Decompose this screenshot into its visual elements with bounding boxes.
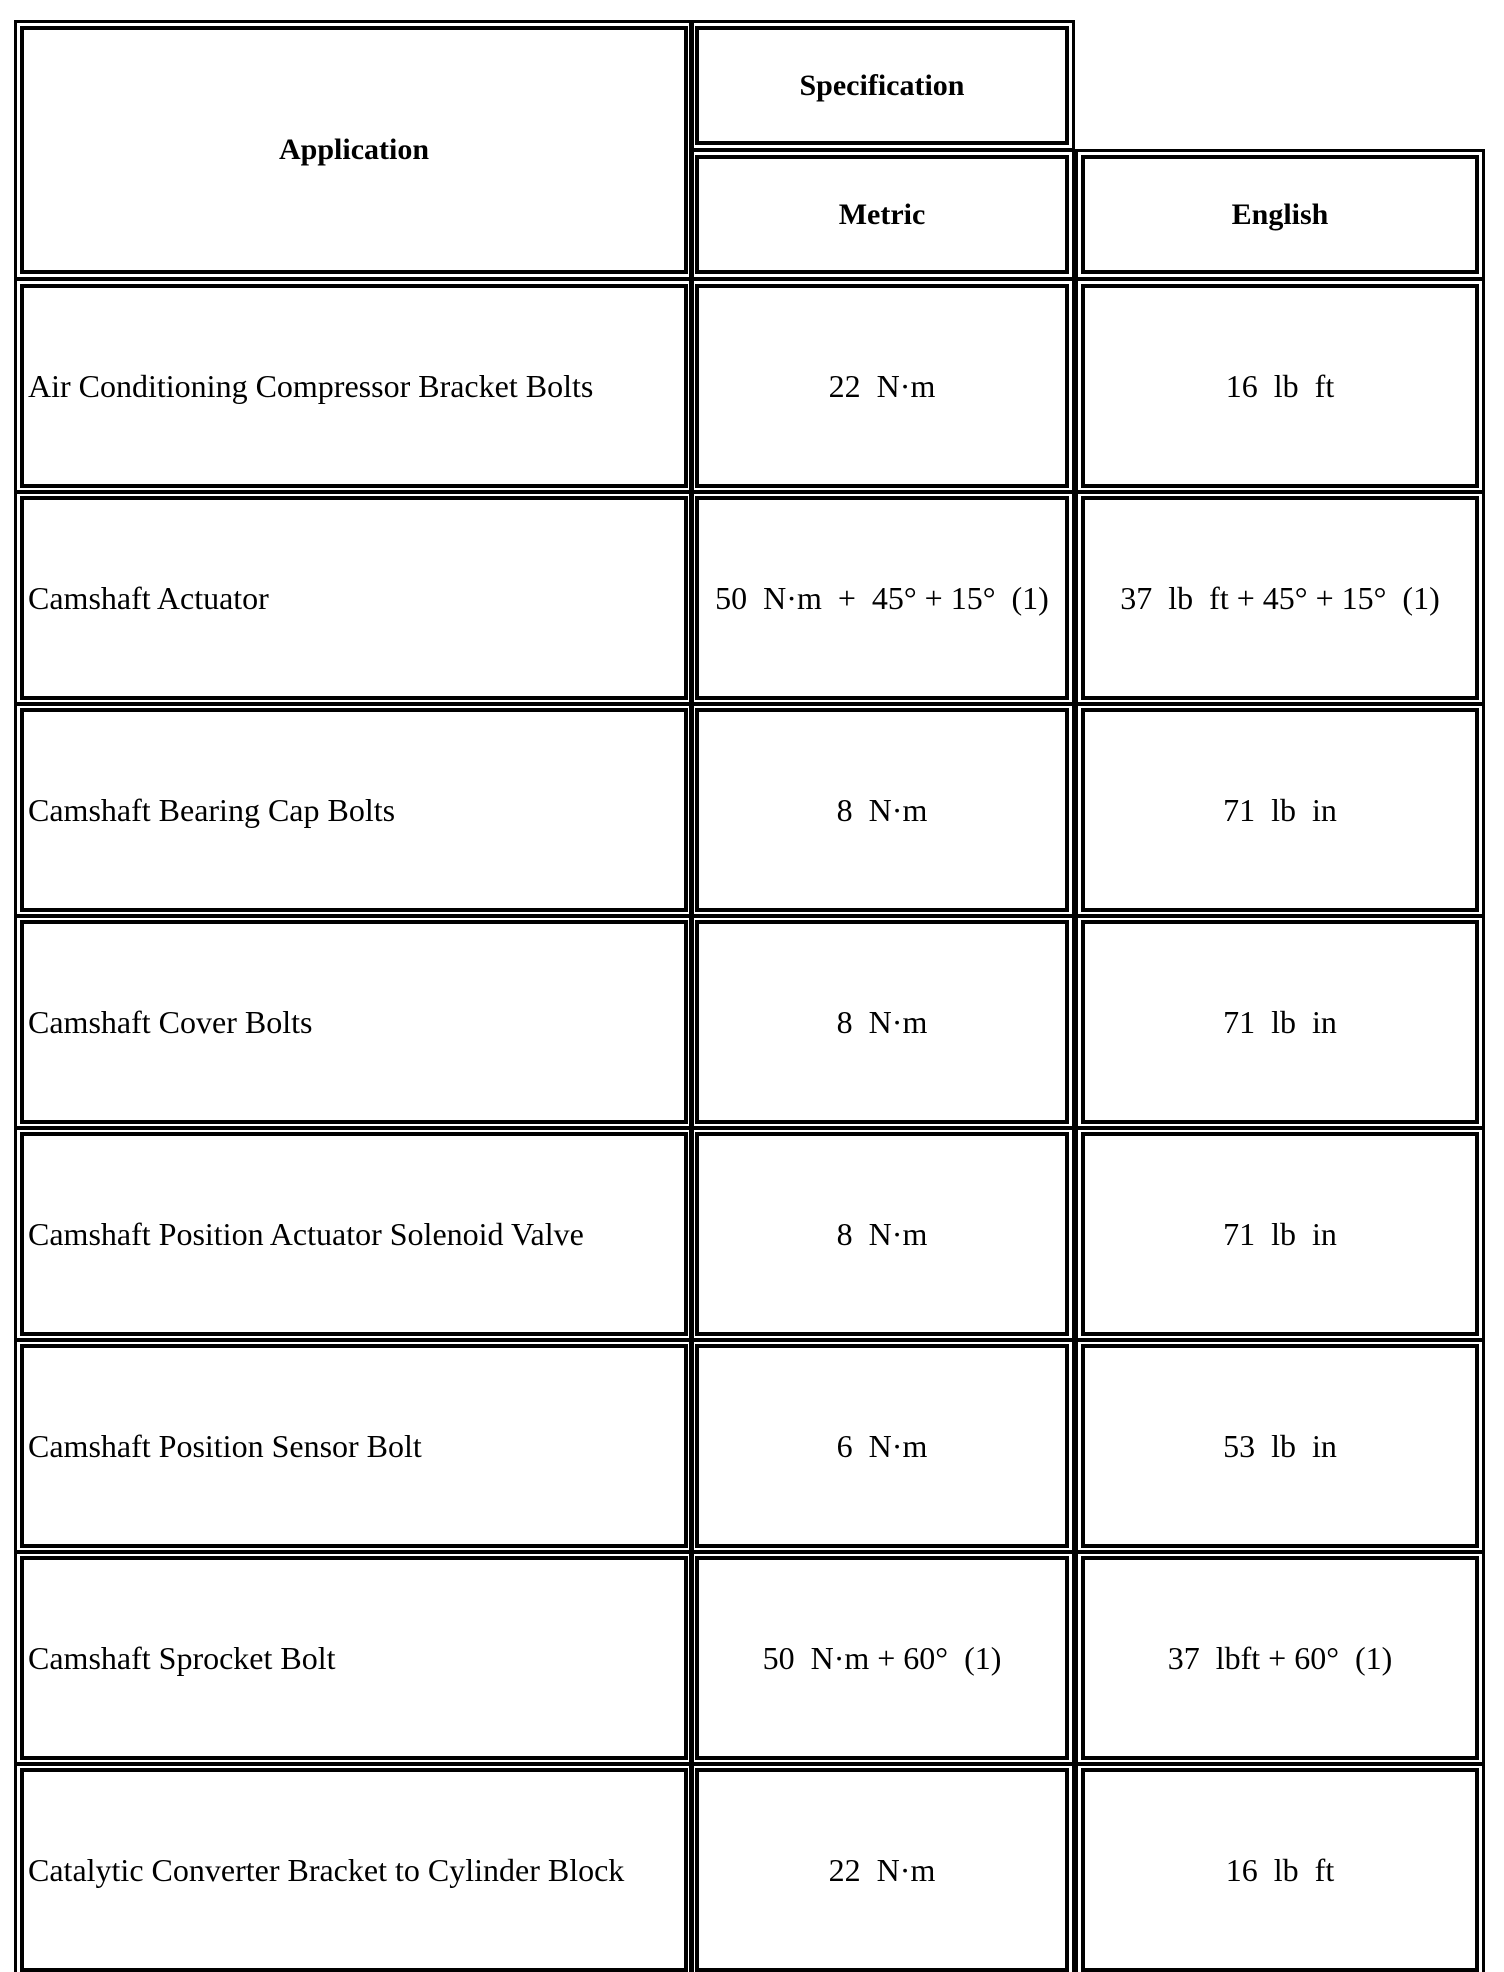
- row-0-english: [1081, 284, 1479, 488]
- row-2-english: [1081, 708, 1479, 912]
- row-2-metric: [695, 708, 1069, 912]
- row-4-metric: [695, 1132, 1069, 1336]
- row-5-english-text: 53 lb in: [1223, 1427, 1337, 1464]
- row-7-metric-text: 22 N·m: [828, 1851, 936, 1888]
- header-application-label: Application: [278, 133, 430, 166]
- row-2-metric-text: 8 N·m: [836, 791, 928, 828]
- row-5-metric: [695, 1344, 1069, 1548]
- row-6-metric: [695, 1556, 1069, 1760]
- row-1-english: [1081, 496, 1479, 700]
- row-5-application-text: Camshaft Position Sensor Bolt: [28, 1427, 422, 1464]
- row-3-application: [20, 920, 688, 1124]
- row-7-english: [1081, 1768, 1479, 1972]
- row-4-metric-text: 8 N·m: [836, 1215, 928, 1252]
- header-metric-label: Metric: [838, 197, 926, 231]
- row-7-application-text: Catalytic Converter Bracket to Cylinder Block: [28, 1851, 625, 1888]
- row-2-application-text: Camshaft Bearing Cap Bolts: [28, 791, 396, 828]
- header-application: [20, 26, 688, 274]
- header-metric: [695, 155, 1069, 274]
- row-1-english-text: 37 lb ft + 45° + 15° (1): [1120, 579, 1440, 616]
- row-5-metric-text: 6 N·m: [836, 1427, 928, 1464]
- row-5-application: [20, 1344, 688, 1548]
- row-3-english-text: 71 lb in: [1223, 1003, 1337, 1040]
- row-1-application-text: Camshaft Actuator: [28, 579, 269, 616]
- row-3-english: [1081, 920, 1479, 1124]
- row-4-application: [20, 1132, 688, 1336]
- row-1-metric-text: 50 N·m + 45° + 15° (1): [715, 579, 1049, 616]
- row-6-english-text: 37 lbft + 60° (1): [1167, 1639, 1393, 1676]
- row-7-metric: [695, 1768, 1069, 1972]
- row-6-metric-text: 50 N·m + 60° (1): [762, 1639, 1002, 1676]
- row-6-application-text: Camshaft Sprocket Bolt: [28, 1639, 336, 1676]
- row-0-metric-text: 22 N·m: [828, 367, 936, 404]
- header-english-label: English: [1231, 197, 1329, 231]
- row-2-english-text: 71 lb in: [1223, 791, 1337, 828]
- header-specification: [695, 26, 1069, 145]
- row-5-english: [1081, 1344, 1479, 1548]
- row-3-application-text: Camshaft Cover Bolts: [28, 1003, 313, 1040]
- row-4-english-text: 71 lb in: [1223, 1215, 1337, 1252]
- row-1-application: [20, 496, 688, 700]
- row-4-application-text: Camshaft Position Actuator Solenoid Valve: [28, 1215, 584, 1252]
- row-6-application: [20, 1556, 688, 1760]
- row-2-application: [20, 708, 688, 912]
- row-0-application-text: Air Conditioning Compressor Bracket Bolts: [28, 367, 594, 404]
- header-specification-label: Specification: [799, 68, 965, 102]
- row-1-metric: [695, 496, 1069, 700]
- row-7-application: [20, 1768, 688, 1972]
- row-4-english: [1081, 1132, 1479, 1336]
- row-0-english-text: 16 lb ft: [1225, 367, 1335, 404]
- row-3-metric-text: 8 N·m: [836, 1003, 928, 1040]
- header-english: [1081, 155, 1479, 274]
- row-6-english: [1081, 1556, 1479, 1760]
- row-0-metric: [695, 284, 1069, 488]
- row-0-application: [20, 284, 688, 488]
- row-3-metric: [695, 920, 1069, 1124]
- row-7-english-text: 16 lb ft: [1225, 1851, 1335, 1888]
